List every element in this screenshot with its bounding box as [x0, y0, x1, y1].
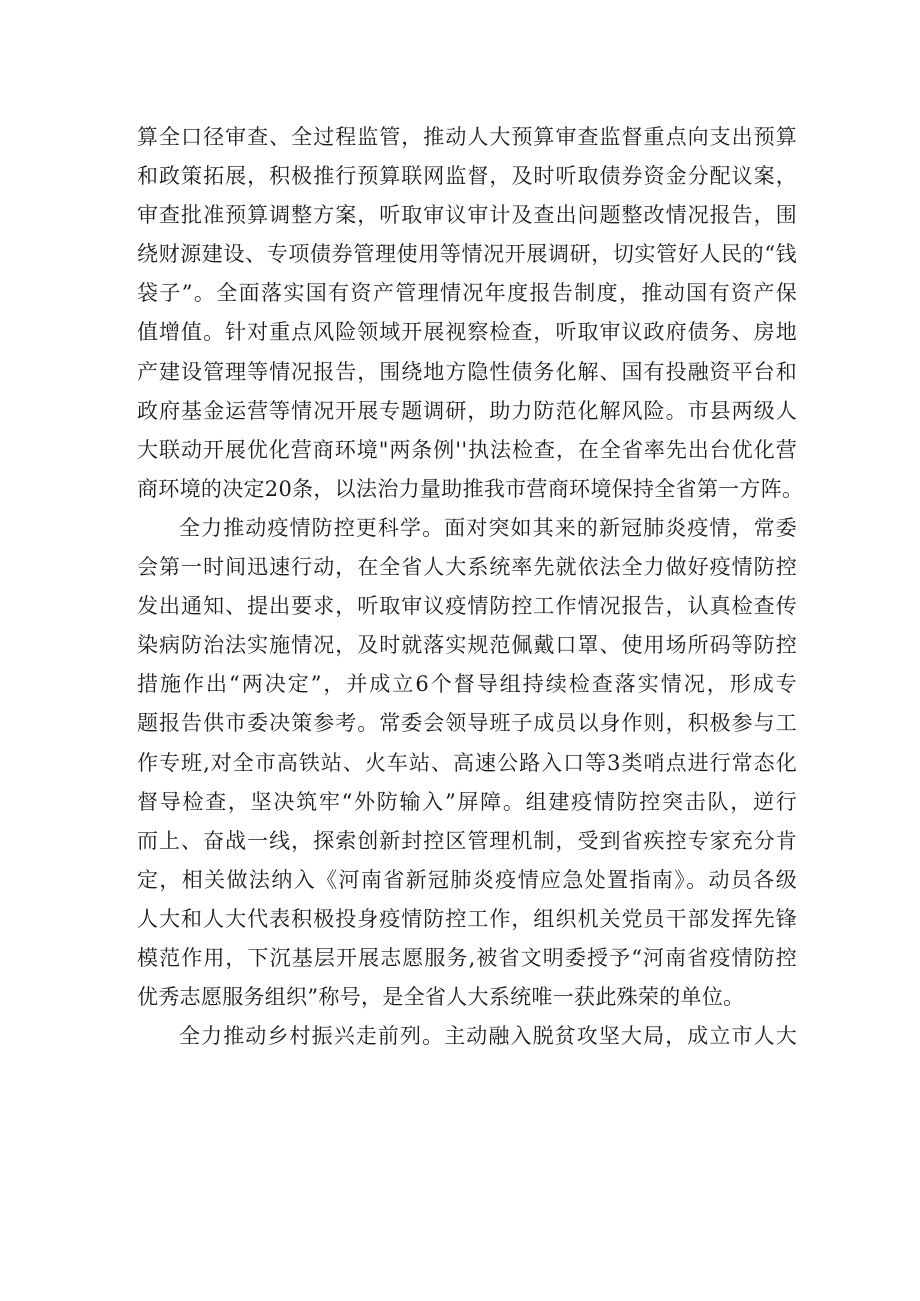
text-line: 绕财源建设、专项债券管理使用等情况开展调研，切实管好人民的“钱 — [137, 242, 797, 267]
text-line: 人大和人大代表积极投身疫情防控工作，组织机关党员干部发挥先锋 — [137, 906, 797, 931]
paragraph-start-line: 全力推动疫情防控更科学。面对突如其来的新冠肺炎疫情，常委 — [179, 515, 797, 540]
text-line: 算全口径审查、全过程监管，推动人大预算审查监督重点向支出预算 — [137, 125, 797, 149]
text-line: 袋子”。全面落实国有资产管理情况年度报告制度，推动国有资产保 — [137, 281, 797, 306]
text-line: 发出通知、提出要求，听取审议疫情防控工作情况报告，认真检查传 — [137, 594, 797, 619]
text-line: 题报告供市委决策参考。常委会领导班子成员以身作则，积极参与工 — [137, 711, 797, 736]
text-line: 会第一时间迅速行动，在全省人大系统率先就依法全力做好疫情防控 — [137, 555, 797, 580]
text-line: 大联动开展优化营商环境"两条例''执法检查，在全省率先出台优化营 — [137, 437, 797, 462]
text-line: 审查批准预算调整方案，听取审议审计及查出问题整改情况报告，围 — [137, 203, 797, 228]
text-line: 措施作出“两决定”，并成立6个督导组持续检查落实情况，形成专 — [137, 672, 797, 697]
text-line: 商环境的决定20条，以法治力量助推我市营商环境保持全省第一方阵。 — [137, 476, 804, 501]
document-body — [137, 118, 804, 1056]
text-line: 产建设管理等情况报告，围绕地方隐性债务化解、国有投融资平台和 — [137, 359, 797, 384]
text-line: 模范作用，下沉基层开展志愿服务,被省文明委授予“河南省疫情防控 — [137, 945, 797, 970]
text-line: 染病防治法实施情况，及时就落实规范佩戴口罩、使用场所码等防控 — [137, 633, 797, 658]
text-line: 优秀志愿服务组织”称号，是全省人大系统唯一获此殊荣的单位。 — [137, 985, 745, 1010]
text-line: 定，相关做法纳入《河南省新冠肺炎疫情应急处置指南》。动员各级 — [137, 867, 797, 892]
text-line: 和政策拓展，积极推行预算联网监督，及时听取债券资金分配议案， — [137, 164, 797, 189]
text-line: 值增值。针对重点风险领域开展视察检查，听取审议政府债务、房地 — [137, 320, 797, 345]
text-line: 作专班,对全市高铁站、火车站、高速公路入口等3类哨点进行常态化 — [137, 750, 797, 775]
paragraph-start-line: 全力推动乡村振兴走前列。主动融入脱贫攻坚大局，成立市人大 — [179, 1024, 797, 1049]
text-line: 政府基金运营等情况开展专题调研，助力防范化解风险。市县两级人 — [137, 398, 797, 423]
text-line: 督导检查，坚决筑牢“外防输入”屏障。组建疫情防控突击队，逆行 — [137, 789, 797, 814]
text-line: 而上、奋战一线，探索创新封控区管理机制，受到省疾控专家充分肯 — [137, 828, 797, 853]
